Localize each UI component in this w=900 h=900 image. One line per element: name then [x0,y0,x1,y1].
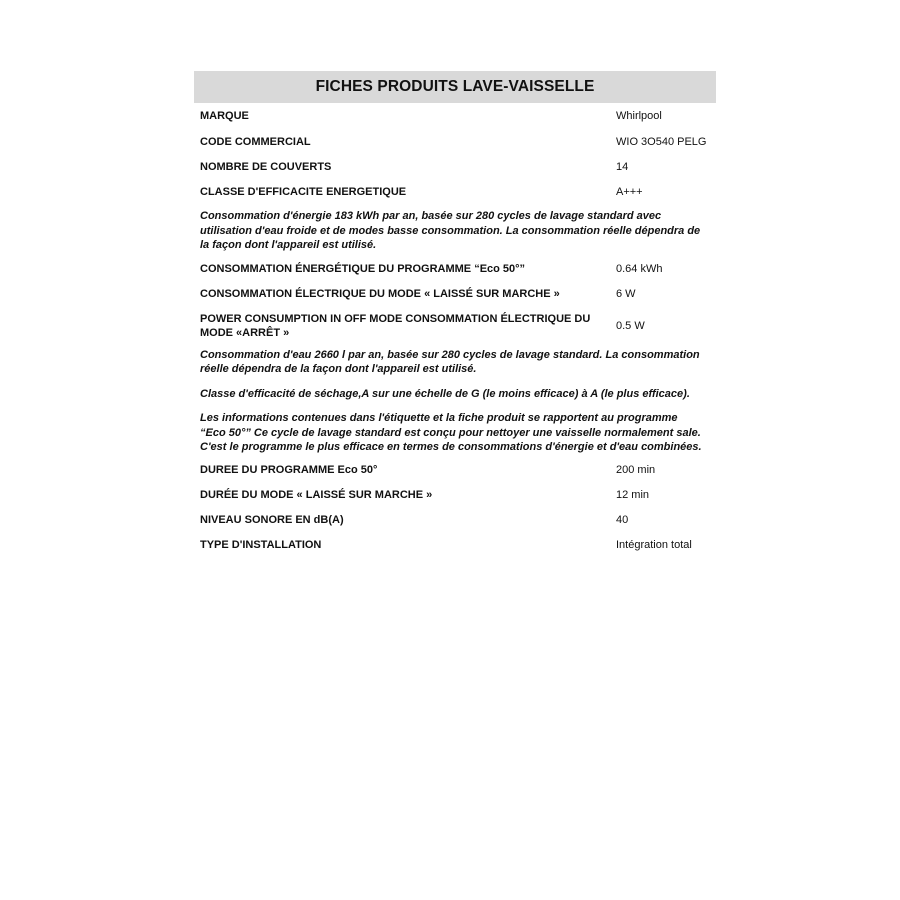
spec-value: A+++ [616,185,643,198]
spec-row [194,307,716,345]
spec-value: 40 [616,514,629,526]
spec-row [194,483,716,508]
spec-value: 12 min [616,489,650,501]
spec-label: DURÉE DU MODE « LAISSÉ SUR MARCHE » [200,489,433,501]
spec-row [194,458,716,483]
spec-label: DUREE DU PROGRAMME Eco 50° [200,464,378,476]
spec-label: CLASSE D'EFFICACITE ENERGETIQUE [200,185,407,198]
spec-label: NIVEAU SONORE EN dB(A) [200,514,344,526]
spec-value: 200 min [616,464,656,476]
spec-value: WIO 3O540 PELG [616,135,707,148]
spec-value: 14 [616,160,629,173]
sheet-title: FICHES PRODUITS LAVE-VAISSELLE [194,71,716,103]
spec-row [194,508,716,533]
spec-value: 0.64 kWh [616,262,663,275]
spec-row [194,282,716,307]
spec-label: NOMBRE DE COUVERTS [200,160,332,173]
spec-row [194,103,716,129]
spec-label: CODE COMMERCIAL [200,135,311,148]
spec-value: Intégration total [616,539,692,551]
spec-value: Whirlpool [616,110,662,122]
energy-consumption-note: Consommation d'énergie 183 kWh par an, basée sur 280 cycles de lavage standard avec utilisation d'eau froide et de modes basse consommation. La consommation réelle dépendra de la façon dont l'appareil est utilisé. [200,210,701,251]
spec-label: MARQUE [200,110,249,122]
spec-label: POWER CONSUMPTION IN OFF MODE CONSOMMATION ÉLECTRIQUE DU MODE «ARRÊT » [200,312,591,339]
spec-label: TYPE D'INSTALLATION [200,539,322,551]
spec-row [194,533,716,558]
spec-value: 6 W [616,288,636,300]
program-info-note: Les informations contenues dans l'étiquette et la fiche produit se rapportent au programme “Eco 50°” Ce cycle de lavage standard est conçu pour nettoyer une vaisselle normalement sale. C'est le programme le plus efficace en termes de consommations d'énergie et d'eau combinées. [200,412,702,453]
drying-class-note: Classe d'efficacité de séchage,A sur une échelle de G (le moins efficace) à A (le plus efficace). [200,387,690,400]
spec-label: CONSOMMATION ÉLECTRIQUE DU MODE « LAISSÉ SUR MARCHE » [200,288,560,300]
product-sheet [194,71,716,558]
spec-row [194,256,716,282]
spec-value: 0.5 W [616,319,645,332]
water-consumption-note: Consommation d'eau 2660 l par an, basée sur 280 cycles de lavage standard. La consommation réelle dépendra de la façon dont l'appareil est utilisé. [200,348,700,375]
spec-row [194,179,716,204]
spec-label: CONSOMMATION ÉNERGÉTIQUE DU PROGRAMME “Eco 50°” [200,262,526,275]
spec-row [194,154,716,179]
spec-row [194,129,716,154]
